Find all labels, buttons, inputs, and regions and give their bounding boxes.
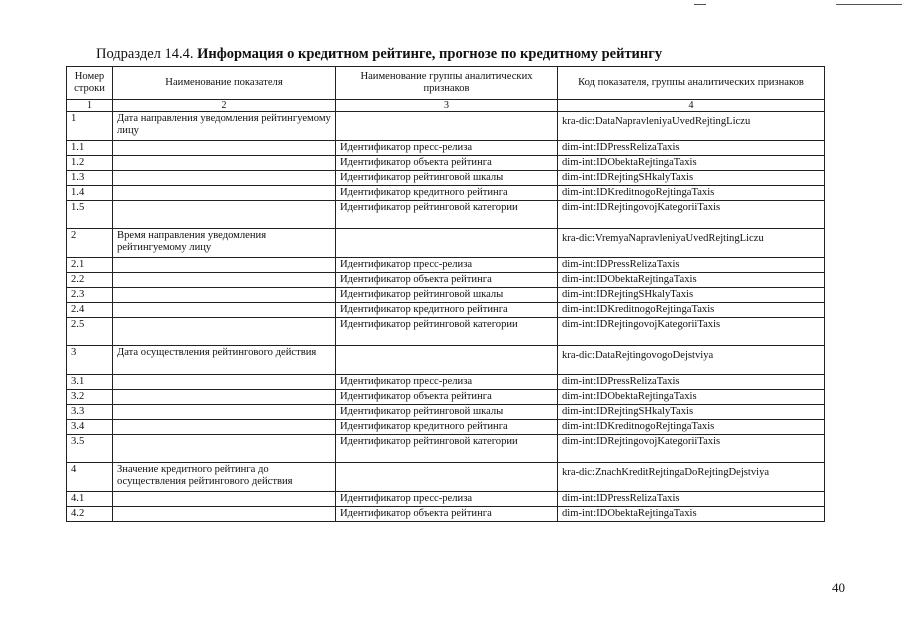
table-row <box>67 405 825 420</box>
group-name: Идентификатор объекта рейтинга <box>336 507 558 522</box>
table-row <box>67 141 825 156</box>
header-indicator-name: Наименование показателя <box>113 67 336 100</box>
indicator-code: dim-int:IDPressRelizaTaxis <box>558 141 825 156</box>
indicator-code: kra-dic:VremyaNapravleniyaUvedRejtingLiczu <box>558 229 825 258</box>
row-number: 1 <box>67 112 113 141</box>
indicator-code: dim-int:IDKreditnogoRejtingaTaxis <box>558 303 825 318</box>
indicator-name <box>113 186 336 201</box>
column-number: 1 <box>67 100 113 112</box>
group-name: Идентификатор рейтинговой шкалы <box>336 171 558 186</box>
table-row <box>67 420 825 435</box>
group-name <box>336 112 558 141</box>
indicator-name <box>113 171 336 186</box>
column-number: 4 <box>558 100 825 112</box>
row-number: 3 <box>67 346 113 375</box>
indicator-code: dim-int:IDObektaRejtingaTaxis <box>558 507 825 522</box>
table-row <box>67 346 825 375</box>
indicator-code: dim-int:IDRejtingSHkalyTaxis <box>558 171 825 186</box>
indicator-name <box>113 375 336 390</box>
table-row <box>67 156 825 171</box>
group-name <box>336 229 558 258</box>
top-rule-long <box>836 4 902 5</box>
top-rule-short <box>694 4 706 5</box>
column-number: 3 <box>336 100 558 112</box>
header-group-name: Наименование группы аналитических признаков <box>336 67 558 100</box>
group-name: Идентификатор кредитного рейтинга <box>336 420 558 435</box>
indicator-code: dim-int:IDPressRelizaTaxis <box>558 375 825 390</box>
indicator-name <box>113 288 336 303</box>
table-row <box>67 201 825 229</box>
row-number: 1.5 <box>67 201 113 229</box>
table-row <box>67 375 825 390</box>
page-number: 40 <box>832 580 845 595</box>
indicator-name <box>113 273 336 288</box>
indicator-code: dim-int:IDObektaRejtingaTaxis <box>558 273 825 288</box>
table-row <box>67 492 825 507</box>
group-name: Идентификатор пресс-релиза <box>336 492 558 507</box>
row-number: 2.4 <box>67 303 113 318</box>
row-number: 3.4 <box>67 420 113 435</box>
column-numbers-row <box>67 100 825 112</box>
indicator-code: kra-dic:DataRejtingovogoDejstviya <box>558 346 825 375</box>
group-name: Идентификатор рейтинговой шкалы <box>336 288 558 303</box>
row-number: 1.4 <box>67 186 113 201</box>
group-name: Идентификатор пресс-релиза <box>336 375 558 390</box>
column-number: 2 <box>113 100 336 112</box>
indicators-table <box>66 66 825 522</box>
indicator-code: dim-int:IDRejtingSHkalyTaxis <box>558 405 825 420</box>
row-number: 3.2 <box>67 390 113 405</box>
row-number: 1.3 <box>67 171 113 186</box>
group-name: Идентификатор кредитного рейтинга <box>336 186 558 201</box>
table-row <box>67 112 825 141</box>
title-bold: Информация о кредитном рейтинге, прогнозе по кредитному рейтингу <box>197 46 663 62</box>
table-row <box>67 318 825 346</box>
table-row <box>67 273 825 288</box>
group-name: Идентификатор рейтинговой категории <box>336 201 558 229</box>
indicator-name <box>113 492 336 507</box>
indicator-name <box>113 420 336 435</box>
indicator-name <box>113 405 336 420</box>
indicator-code: kra-dic:DataNapravleniyaUvedRejtingLiczu <box>558 112 825 141</box>
group-name <box>336 463 558 492</box>
group-name: Идентификатор объекта рейтинга <box>336 273 558 288</box>
indicator-name <box>113 156 336 171</box>
page-title <box>96 46 662 63</box>
header-code: Код показателя, группы аналитических признаков <box>558 67 825 100</box>
table-row <box>67 435 825 463</box>
row-number: 2.3 <box>67 288 113 303</box>
group-name: Идентификатор кредитного рейтинга <box>336 303 558 318</box>
group-name: Идентификатор объекта рейтинга <box>336 156 558 171</box>
group-name: Идентификатор рейтинговой категории <box>336 435 558 463</box>
table-row <box>67 171 825 186</box>
row-number: 3.1 <box>67 375 113 390</box>
table-row <box>67 463 825 492</box>
table-row <box>67 288 825 303</box>
indicator-name <box>113 435 336 463</box>
group-name: Идентификатор пресс-релиза <box>336 141 558 156</box>
indicator-code: dim-int:IDRejtingovojKategoriiTaxis <box>558 318 825 346</box>
table-body <box>67 112 825 522</box>
row-number: 2.5 <box>67 318 113 346</box>
indicator-name <box>113 258 336 273</box>
indicator-name <box>113 201 336 229</box>
indicator-name: Время направления уведомления рейтингуемому лицу <box>113 229 336 258</box>
indicator-name <box>113 507 336 522</box>
table-row <box>67 258 825 273</box>
group-name <box>336 346 558 375</box>
indicator-code: dim-int:IDRejtingovojKategoriiTaxis <box>558 201 825 229</box>
row-number: 2 <box>67 229 113 258</box>
indicator-code: dim-int:IDObektaRejtingaTaxis <box>558 156 825 171</box>
indicator-code: dim-int:IDKreditnogoRejtingaTaxis <box>558 186 825 201</box>
indicator-code: dim-int:IDPressRelizaTaxis <box>558 258 825 273</box>
group-name: Идентификатор рейтинговой категории <box>336 318 558 346</box>
table-row <box>67 507 825 522</box>
indicator-code: dim-int:IDRejtingSHkalyTaxis <box>558 288 825 303</box>
indicator-code: dim-int:IDRejtingovojKategoriiTaxis <box>558 435 825 463</box>
indicator-name <box>113 318 336 346</box>
group-name: Идентификатор пресс-релиза <box>336 258 558 273</box>
row-number: 4.1 <box>67 492 113 507</box>
row-number: 1.2 <box>67 156 113 171</box>
table-row <box>67 303 825 318</box>
indicator-code: dim-int:IDObektaRejtingaTaxis <box>558 390 825 405</box>
indicator-name: Дата направления уведомления рейтингуемому лицу <box>113 112 336 141</box>
indicator-code: dim-int:IDPressRelizaTaxis <box>558 492 825 507</box>
row-number: 3.5 <box>67 435 113 463</box>
indicator-name <box>113 390 336 405</box>
table-row <box>67 229 825 258</box>
indicator-code: dim-int:IDKreditnogoRejtingaTaxis <box>558 420 825 435</box>
indicator-name <box>113 303 336 318</box>
row-number: 4 <box>67 463 113 492</box>
row-number: 4.2 <box>67 507 113 522</box>
indicator-code: kra-dic:ZnachKreditRejtingaDoRejtingDejstviya <box>558 463 825 492</box>
row-number: 2.1 <box>67 258 113 273</box>
indicator-name <box>113 141 336 156</box>
indicator-name: Дата осуществления рейтингового действия <box>113 346 336 375</box>
header-row-number: Номер строки <box>67 67 113 100</box>
table-row <box>67 390 825 405</box>
row-number: 1.1 <box>67 141 113 156</box>
row-number: 3.3 <box>67 405 113 420</box>
title-prefix: Подраздел 14.4. <box>96 46 194 62</box>
indicator-name: Значение кредитного рейтинга до осуществления рейтингового действия <box>113 463 336 492</box>
row-number: 2.2 <box>67 273 113 288</box>
group-name: Идентификатор объекта рейтинга <box>336 390 558 405</box>
table-row <box>67 186 825 201</box>
table-header-row <box>67 67 825 100</box>
group-name: Идентификатор рейтинговой шкалы <box>336 405 558 420</box>
